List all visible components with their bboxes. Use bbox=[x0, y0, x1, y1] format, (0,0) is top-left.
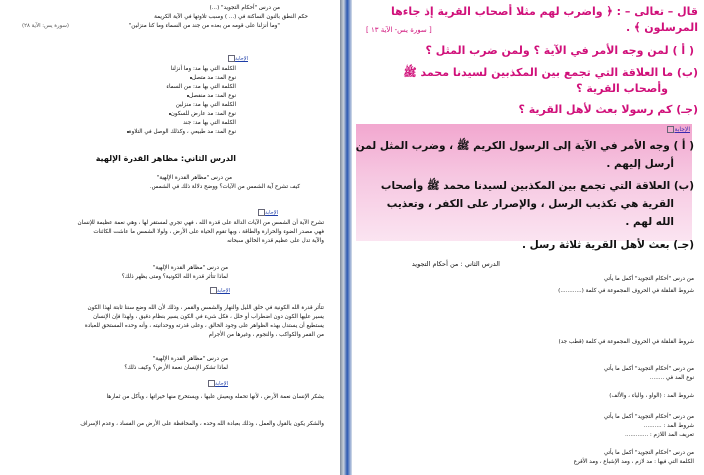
answer-text: يستطيع أن يستدل بهذه الظواهر على وجود الخالق ، وعلى قدرته ووحدانيته ، وأنه وحده المستحق للعبادة bbox=[84, 323, 324, 329]
question-c: (جـ) كم رسولا بعث لأهل القرية ؟ bbox=[518, 103, 698, 116]
answer-text: تشرح الآية أن الشمس من الآيات الدالة على قدرة الله ، فهي تجري لمستقر لها ، وهي نعمة عظيمة للإنسان bbox=[77, 220, 324, 226]
checkbox-icon bbox=[258, 209, 265, 216]
right-page bbox=[352, 0, 704, 475]
answer-text: والآية تدل على عظيم قدرة الخالق سبحانه bbox=[227, 238, 324, 244]
question-heading: من درس "مظاهر القدرة الإلهية" bbox=[152, 356, 228, 362]
question-b: (ب) ما العلاقة التي تجمع بين المكذبين لسيدنا محمد ﷺ bbox=[403, 66, 698, 79]
question-heading: من درس "أحكام التجويد" أكمل ما يأتي bbox=[603, 414, 694, 420]
question-heading: من درس "أحكام التجويد" أكمل ما يأتي bbox=[603, 276, 694, 282]
lesson-heading: الدرس الثاني: مظاهر القدرة الإلهية bbox=[95, 154, 236, 163]
fill-blank-line: نوع المد في ........ bbox=[649, 375, 694, 381]
answer-label[interactable]: الإجابة bbox=[206, 380, 228, 388]
answer-label[interactable]: الإجابة bbox=[665, 126, 690, 134]
question-a: ( أ ) لمن وجه الأمر في الآية ؟ ولمن ضرب المثل ؟ bbox=[425, 44, 694, 57]
list-item: الكلمة التي بها مد: من السماء bbox=[166, 84, 236, 90]
verse-line: المرسلون ﴾ . bbox=[626, 21, 698, 34]
answer-text: من القمر والكواكب ، والنجوم ، وغيرها من الأجرام bbox=[208, 332, 324, 338]
verse-reference: (سورة يس: الآية ٢٨) bbox=[22, 23, 70, 29]
checkbox-icon bbox=[228, 55, 235, 62]
list-item: نوع المد: مد متصل bbox=[191, 75, 236, 81]
answer-a: ( أ ) وجه الأمر في الآية إلى الرسول الكريم ﷺ ، وضرب المثل لمن bbox=[355, 140, 694, 152]
list-item: الكلمة التي بها مد: جند bbox=[183, 120, 236, 126]
verse-reference: [ سورة يس- الآية ١٣ ] bbox=[366, 26, 432, 34]
answer-label[interactable]: الإجابة bbox=[226, 55, 248, 63]
answer-text: فهي مصدر الضوء والحرارة والطاقة ، وبها تقوم الحياة على الأرض ، ولولا الشمس ما عاشت الكائنات bbox=[93, 229, 324, 235]
list-item: الكلمة التي بها مد: وما أنزلنا bbox=[170, 66, 236, 72]
answer-label[interactable]: الإجابة bbox=[208, 287, 230, 295]
question-text: كيف تشرح آية الشمس من الآيات؟ ووضح دلالة ذلك في الشمس. bbox=[149, 184, 300, 190]
question-b-cont: وأصحاب القرية ؟ bbox=[576, 82, 668, 95]
answer-c: (جـ) بعث لأهل القرية ثلاثة رسل . bbox=[521, 239, 694, 251]
fill-blank-line: تعريف المد اللازم : ............. bbox=[625, 432, 694, 438]
answer-text: والشكر يكون بالقول والعمل ، وذلك بعبادة الله وحده ، والمحافظة على الأرض من الفساد ، وعدم الإسراف bbox=[80, 421, 324, 427]
left-page bbox=[0, 0, 340, 475]
checkbox-icon bbox=[210, 287, 217, 294]
answer-a-cont: أرسل إليهم . bbox=[606, 158, 674, 170]
answer-b-cont: الله لهم . bbox=[625, 216, 674, 228]
answer-b: (ب) العلاقة التي تجمع بين المكذبين لسيدنا محمد ﷺ وأصحاب bbox=[380, 180, 694, 192]
answer-b-cont: القرية هي تكذيب الرسل ، والإصرار على الكفر ، وتعذيب bbox=[386, 198, 674, 210]
fill-blank-line: الكلمة التي فيها : مد لازم ، ومد الإشباع ، ومد الأقرع bbox=[573, 459, 694, 465]
question-heading: من درس "مظاهر القدرة الإلهية" bbox=[156, 175, 232, 181]
lesson-heading: الدرس الثاني : من أحكام التجويد bbox=[411, 260, 500, 268]
question-heading: من درس "مظاهر القدرة الإلهية" bbox=[152, 265, 228, 271]
question-heading: من درس "أحكام التجويد" أكمل ما يأتي bbox=[603, 366, 694, 372]
list-item: نوع المد: مد عارض للسكون bbox=[170, 111, 236, 117]
question-text: لماذا تتأثر قدرة الله الكونية؟ ومتى يظهر ذلك؟ bbox=[121, 274, 228, 280]
question-text: لماذا تشكر الإنسان نعمة الأرض؟ وكيف ذلك؟ bbox=[124, 365, 228, 371]
fill-blank-line: شروط القلقلة في الحروف المجموعة في كلمة (............) bbox=[558, 288, 694, 294]
question-heading: من درس "أحكام التجويد" (...) bbox=[209, 5, 280, 11]
answer-text: يشكر الإنسان نعمة الأرض ، لأنها تحمله ويعيش عليها ، ويستخرج منها خيراتها ، ويأكل من ثمارها bbox=[106, 394, 324, 400]
answer-text: يسير عليها الكون دون اضطراب أو خلل ، فكل شيء في الكون يسير بنظام دقيق ، ولهذا فإن الإنسان bbox=[93, 314, 324, 320]
answer-label[interactable]: الإجابة bbox=[256, 209, 278, 217]
page-divider bbox=[340, 0, 352, 475]
verse-line: قال – تعالى – : ﴿ واضرب لهم مثلا أصحاب القرية إذ جاءها bbox=[390, 5, 698, 18]
verse-text: "وما أنزلنا على قومه من بعده من جند من السماء وما كنا منزلين" bbox=[128, 23, 280, 29]
fill-blank-line: شروط المد : (الواو ، والياء ، والألف) bbox=[609, 393, 694, 399]
answer-text: تتأثر قدرة الله الكونية في خلق الليل والنهار والشمس والقمر ، وذلك لأن الله وضع سننا ثابتة لهذا الكون bbox=[87, 305, 324, 311]
question-heading: من درس "أحكام التجويد" أكمل ما يأتي bbox=[603, 450, 694, 456]
list-item: نوع المد: مد منفصل bbox=[189, 93, 236, 99]
checkbox-icon bbox=[208, 380, 215, 387]
list-item: الكلمة التي بها مد: منزلين bbox=[175, 102, 236, 108]
question-text: حكم النطق بالنون الساكنة في (... ) وسبب تلاوتها في الآية الكريمة bbox=[154, 14, 308, 20]
fill-blank-line: شروط القلقلة في الحروف المجموعة في كلمة (قطب جد) bbox=[558, 339, 694, 345]
fill-blank-line: شروط المد : .......... bbox=[643, 423, 694, 429]
list-item: نوع المد: مد طبيعي ، وكذلك الوصل في التلاوة bbox=[128, 129, 236, 135]
